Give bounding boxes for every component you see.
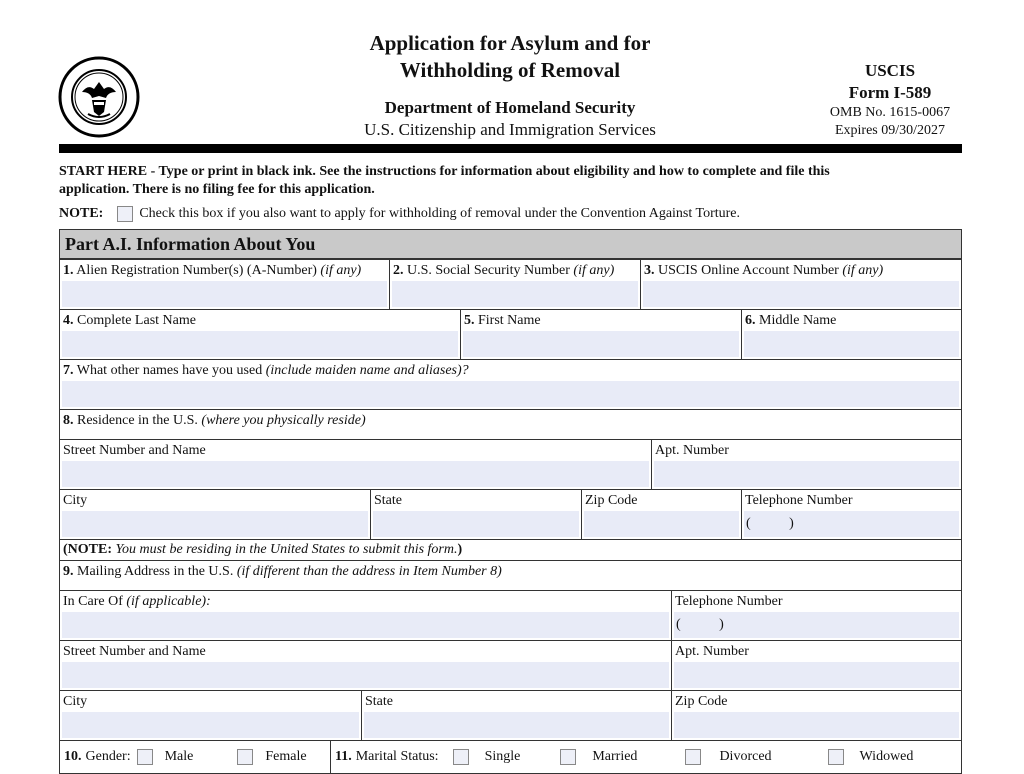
omb-number: OMB No. 1615-0067: [829, 105, 951, 120]
field-label: Gender:: [85, 749, 131, 764]
mailing-header-cell: [59, 560, 962, 591]
single-label: Single: [484, 749, 521, 764]
male-checkbox[interactable]: [137, 749, 153, 765]
form-title: Application for Asylum and for Withholding of Removal: [369, 31, 651, 82]
a-number-input[interactable]: [62, 281, 387, 307]
agency-short: USCIS: [864, 61, 916, 80]
field-hint: (if different than the address in Item Number 8): [236, 564, 502, 579]
residence-header-cell: [59, 409, 962, 440]
last-name-input[interactable]: [62, 331, 458, 357]
married-checkbox[interactable]: [560, 749, 576, 765]
agency-name: U.S. Citizenship and Immigration Services: [364, 120, 656, 139]
item-number: 11.: [335, 749, 352, 764]
field-label: Zip Code: [675, 694, 728, 709]
field-label: City: [63, 493, 88, 508]
item-number: 4.: [63, 313, 74, 328]
care-of-input[interactable]: [62, 612, 669, 638]
field-label: Residence in the U.S.: [77, 413, 198, 428]
field-hint: (if any): [573, 263, 615, 278]
form-id-block: [800, 60, 980, 140]
start-instructions: START HERE - Type or print in black ink. See the instructions for information about eligibility and how to complete and file this application. There is no filing fee for this application.: [59, 164, 830, 197]
ssn-input[interactable]: [392, 281, 638, 307]
field-label: Apt. Number: [655, 443, 729, 458]
field-label: State: [365, 694, 393, 709]
other-names-input[interactable]: [62, 381, 959, 407]
header-rule: [59, 144, 962, 153]
phone-area-code-parens: ( ): [676, 617, 724, 632]
field-label: What other names have you used: [76, 363, 263, 378]
field-hint: (if any): [842, 263, 884, 278]
field-label: City: [63, 694, 88, 709]
gender-cell: [59, 740, 331, 774]
mailing-city-input[interactable]: [62, 712, 359, 738]
middle-name-input[interactable]: [744, 331, 959, 357]
field-hint: (if applicable):: [126, 594, 211, 609]
item-number: 8.: [63, 413, 74, 428]
note-text: You must be residing in the United States to submit this form.: [115, 542, 458, 557]
divorced-label: Divorced: [719, 749, 772, 764]
widowed-label: Widowed: [859, 749, 914, 764]
cat-checkbox[interactable]: [117, 206, 133, 222]
field-label: Telephone Number: [675, 594, 783, 609]
dhs-seal-icon: [58, 56, 140, 138]
item-number: 7.: [63, 363, 74, 378]
field-label: State: [374, 493, 402, 508]
form-number: Form I-589: [848, 83, 932, 102]
mailing-state-input[interactable]: [364, 712, 669, 738]
note-close: ): [457, 542, 463, 557]
residence-state-input[interactable]: [373, 511, 579, 537]
item-number: 3.: [644, 263, 655, 278]
department-name: Department of Homeland Security: [384, 98, 636, 117]
field-hint: (where you physically reside): [201, 413, 366, 428]
note-text: Check this box if you also want to apply for withholding of removal under the Convention Against Torture.: [139, 206, 741, 221]
part-header: Part A.I. Information About You: [59, 229, 962, 259]
field-label: Street Number and Name: [63, 443, 206, 458]
expiration-date: Expires 09/30/2027: [834, 123, 946, 138]
field-label: U.S. Social Security Number: [407, 263, 570, 278]
residence-zip-input[interactable]: [584, 511, 739, 537]
uscis-account-input[interactable]: [643, 281, 959, 307]
mailing-zip-input[interactable]: [674, 712, 959, 738]
item-number: 1.: [63, 263, 74, 278]
field-label: Middle Name: [759, 313, 837, 328]
field-label: Apt. Number: [675, 644, 749, 659]
residence-apt-input[interactable]: [654, 461, 959, 487]
mailing-apt-input[interactable]: [674, 662, 959, 688]
note-label: (NOTE:: [63, 542, 112, 557]
field-hint: (include maiden name and aliases)?: [265, 363, 469, 378]
field-label: Mailing Address in the U.S.: [77, 564, 234, 579]
residence-city-input[interactable]: [62, 511, 368, 537]
item-number: 10.: [64, 749, 82, 764]
field-label: Alien Registration Number(s) (A-Number): [76, 263, 317, 278]
residence-note: [59, 539, 962, 561]
field-label: In Care Of: [63, 594, 123, 609]
field-label: USCIS Online Account Number: [658, 263, 839, 278]
field-label: Telephone Number: [745, 493, 853, 508]
widowed-checkbox[interactable]: [828, 749, 844, 765]
field-hint: (if any): [320, 263, 362, 278]
marital-status-cell: [330, 740, 962, 774]
female-checkbox[interactable]: [237, 749, 253, 765]
item-number: 5.: [464, 313, 475, 328]
first-name-input[interactable]: [463, 331, 739, 357]
field-label: Zip Code: [585, 493, 638, 508]
phone-area-code-parens: ( ): [746, 516, 794, 531]
field-label: First Name: [478, 313, 541, 328]
residence-street-input[interactable]: [62, 461, 649, 487]
married-label: Married: [592, 749, 638, 764]
field-label: Street Number and Name: [63, 644, 206, 659]
field-label: Marital Status:: [355, 749, 439, 764]
divorced-checkbox[interactable]: [685, 749, 701, 765]
male-label: Male: [164, 749, 194, 764]
field-label: Complete Last Name: [77, 313, 196, 328]
note-label: NOTE:: [59, 206, 104, 221]
female-label: Female: [265, 749, 307, 764]
cat-note: [59, 205, 740, 223]
item-number: 6.: [745, 313, 756, 328]
item-number: 2.: [393, 263, 404, 278]
single-checkbox[interactable]: [453, 749, 469, 765]
mailing-street-input[interactable]: [62, 662, 669, 688]
item-number: 9.: [63, 564, 74, 579]
